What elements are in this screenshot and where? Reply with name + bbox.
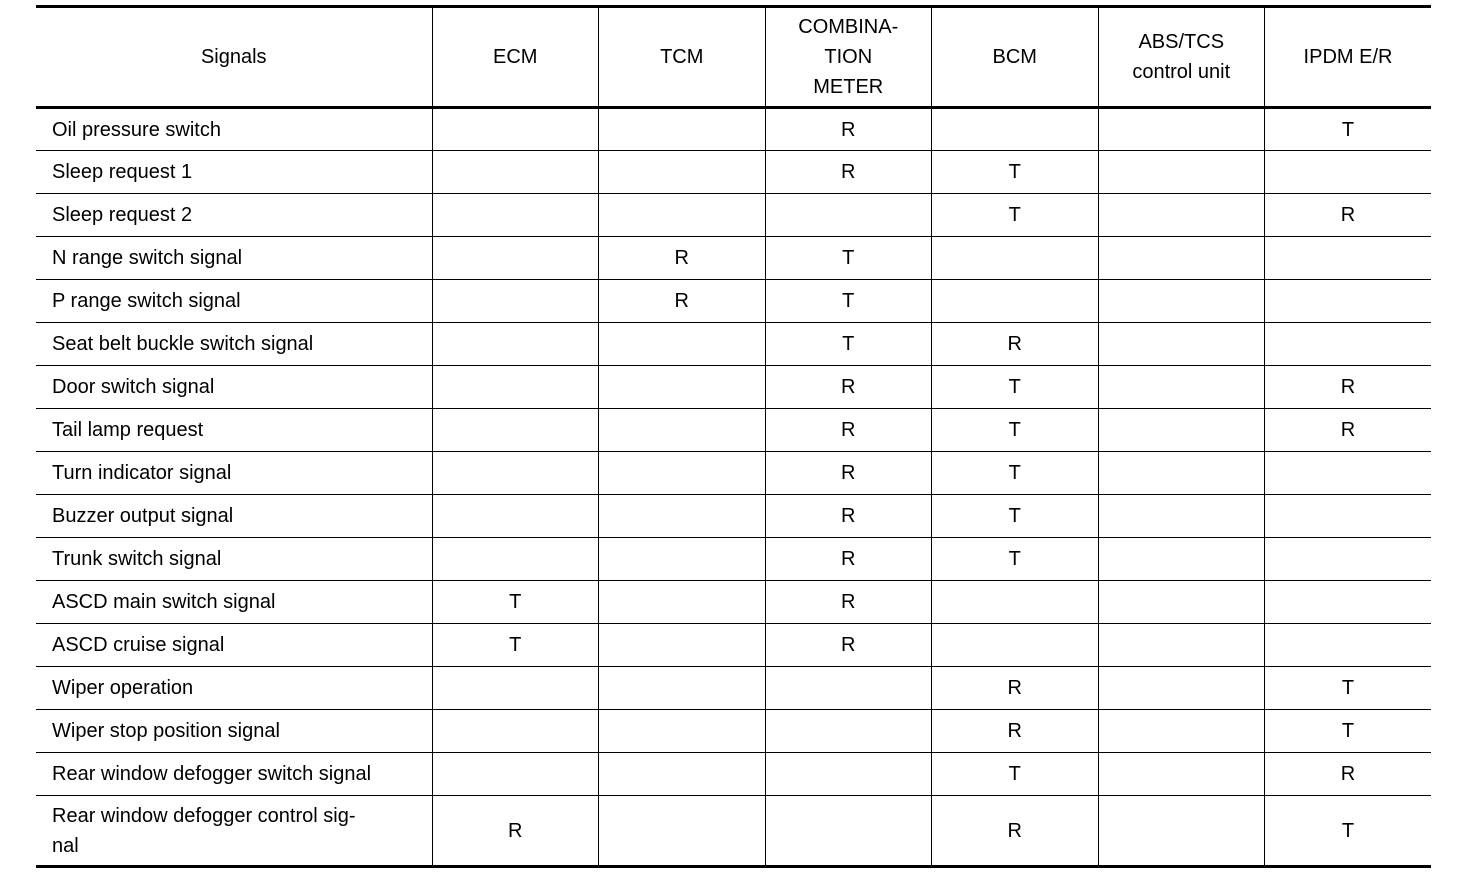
cell-tcm xyxy=(599,624,766,667)
cell-ipdm: R xyxy=(1265,409,1432,452)
table-row xyxy=(36,409,1431,452)
header-label: BCM xyxy=(992,46,1037,68)
cell-tcm xyxy=(599,538,766,581)
cell-ipdm xyxy=(1265,495,1432,538)
cell-combination-meter: T xyxy=(765,237,932,280)
cell-combination-meter: T xyxy=(765,280,932,323)
cell-ecm xyxy=(432,108,599,151)
cell-ipdm xyxy=(1265,151,1432,194)
cell-ecm xyxy=(432,151,599,194)
cell-ipdm xyxy=(1265,538,1432,581)
cell-combination-meter: R xyxy=(765,108,932,151)
cell-combination-meter xyxy=(765,753,932,796)
cell-signal: Wiper stop position signal xyxy=(36,710,432,753)
cell-combination-meter xyxy=(765,667,932,710)
table-row xyxy=(36,710,1431,753)
cell-ecm xyxy=(432,323,599,366)
cell-signal: Tail lamp request xyxy=(36,409,432,452)
cell-signal: Wiper operation xyxy=(36,667,432,710)
header-label: IPDM E/R xyxy=(1303,46,1393,68)
cell-signal: Buzzer output signal xyxy=(36,495,432,538)
cell-ipdm: R xyxy=(1265,194,1432,237)
cell-tcm xyxy=(599,452,766,495)
cell-ecm xyxy=(432,366,599,409)
cell-combination-meter: R xyxy=(765,538,932,581)
cell-abs-tcs xyxy=(1098,194,1265,237)
cell-signal: ASCD cruise signal xyxy=(36,624,432,667)
cell-combination-meter: T xyxy=(765,323,932,366)
cell-signal: ASCD main switch signal xyxy=(36,581,432,624)
cell-bcm xyxy=(932,280,1099,323)
cell-tcm xyxy=(599,323,766,366)
cell-ecm xyxy=(432,753,599,796)
cell-ipdm xyxy=(1265,452,1432,495)
header-label: ABS/TCS control unit xyxy=(1132,31,1231,83)
cell-ecm xyxy=(432,280,599,323)
header-label: ECM xyxy=(493,46,538,68)
cell-abs-tcs xyxy=(1098,495,1265,538)
cell-tcm xyxy=(599,796,766,867)
cell-tcm: R xyxy=(599,280,766,323)
header-label: COMBINA- TION METER xyxy=(798,16,899,98)
cell-ecm xyxy=(432,409,599,452)
header-combination-meter xyxy=(765,7,932,108)
cell-bcm xyxy=(932,237,1099,280)
cell-abs-tcs xyxy=(1098,753,1265,796)
cell-signal: Oil pressure switch xyxy=(36,108,432,151)
cell-ipdm xyxy=(1265,323,1432,366)
header-label: TCM xyxy=(660,46,704,68)
cell-tcm xyxy=(599,409,766,452)
cell-ipdm: T xyxy=(1265,710,1432,753)
cell-abs-tcs xyxy=(1098,409,1265,452)
cell-abs-tcs xyxy=(1098,237,1265,280)
cell-ipdm: T xyxy=(1265,108,1432,151)
cell-ecm xyxy=(432,495,599,538)
cell-tcm xyxy=(599,667,766,710)
signals-table xyxy=(36,5,1431,868)
table-row xyxy=(36,667,1431,710)
cell-abs-tcs xyxy=(1098,323,1265,366)
cell-abs-tcs xyxy=(1098,538,1265,581)
cell-signal: Rear window defogger control sig- nal xyxy=(36,796,432,867)
cell-bcm: T xyxy=(932,452,1099,495)
cell-ipdm: T xyxy=(1265,796,1432,867)
cell-bcm: T xyxy=(932,495,1099,538)
cell-combination-meter: R xyxy=(765,366,932,409)
cell-abs-tcs xyxy=(1098,710,1265,753)
cell-bcm xyxy=(932,624,1099,667)
header-row xyxy=(36,7,1431,108)
cell-ipdm xyxy=(1265,624,1432,667)
cell-ecm xyxy=(432,710,599,753)
cell-ipdm xyxy=(1265,280,1432,323)
cell-tcm xyxy=(599,710,766,753)
table-row xyxy=(36,280,1431,323)
table-row xyxy=(36,237,1431,280)
header-bcm xyxy=(932,7,1099,108)
table-row xyxy=(36,495,1431,538)
cell-abs-tcs xyxy=(1098,667,1265,710)
cell-tcm xyxy=(599,366,766,409)
cell-signal: P range switch signal xyxy=(36,280,432,323)
cell-combination-meter xyxy=(765,194,932,237)
cell-ecm xyxy=(432,194,599,237)
cell-abs-tcs xyxy=(1098,280,1265,323)
cell-combination-meter xyxy=(765,710,932,753)
cell-ipdm xyxy=(1265,237,1432,280)
cell-combination-meter xyxy=(765,796,932,867)
table-row xyxy=(36,108,1431,151)
cell-ecm: T xyxy=(432,624,599,667)
header-tcm xyxy=(599,7,766,108)
cell-signal: Seat belt buckle switch signal xyxy=(36,323,432,366)
cell-abs-tcs xyxy=(1098,581,1265,624)
header-signals xyxy=(36,7,432,108)
cell-ecm xyxy=(432,667,599,710)
cell-signal: Turn indicator signal xyxy=(36,452,432,495)
cell-ecm xyxy=(432,538,599,581)
cell-abs-tcs xyxy=(1098,624,1265,667)
table-row xyxy=(36,796,1431,867)
cell-bcm: T xyxy=(932,151,1099,194)
cell-combination-meter: R xyxy=(765,624,932,667)
table-row xyxy=(36,194,1431,237)
cell-bcm: R xyxy=(932,667,1099,710)
cell-bcm: T xyxy=(932,409,1099,452)
table-row xyxy=(36,581,1431,624)
cell-combination-meter: R xyxy=(765,151,932,194)
cell-abs-tcs xyxy=(1098,452,1265,495)
cell-bcm: T xyxy=(932,753,1099,796)
cell-abs-tcs xyxy=(1098,151,1265,194)
cell-bcm: R xyxy=(932,710,1099,753)
cell-tcm xyxy=(599,194,766,237)
cell-tcm xyxy=(599,753,766,796)
cell-abs-tcs xyxy=(1098,366,1265,409)
table-row xyxy=(36,538,1431,581)
cell-signal: Rear window defogger switch signal xyxy=(36,753,432,796)
cell-ecm: R xyxy=(432,796,599,867)
cell-bcm: T xyxy=(932,194,1099,237)
cell-bcm xyxy=(932,581,1099,624)
cell-abs-tcs xyxy=(1098,796,1265,867)
cell-ipdm: R xyxy=(1265,366,1432,409)
cell-bcm: T xyxy=(932,366,1099,409)
cell-bcm: T xyxy=(932,538,1099,581)
header-label: Signals xyxy=(200,46,267,68)
cell-tcm xyxy=(599,151,766,194)
cell-signal: Door switch signal xyxy=(36,366,432,409)
table-row xyxy=(36,624,1431,667)
table-row xyxy=(36,323,1431,366)
cell-combination-meter: R xyxy=(765,495,932,538)
table-row xyxy=(36,753,1431,796)
table-body xyxy=(36,108,1431,867)
cell-tcm xyxy=(599,581,766,624)
cell-ecm xyxy=(432,237,599,280)
cell-bcm: R xyxy=(932,323,1099,366)
cell-ipdm: R xyxy=(1265,753,1432,796)
table-row xyxy=(36,151,1431,194)
cell-combination-meter: R xyxy=(765,581,932,624)
cell-tcm: R xyxy=(599,237,766,280)
cell-signal: N range switch signal xyxy=(36,237,432,280)
cell-bcm: R xyxy=(932,796,1099,867)
header-ecm xyxy=(432,7,599,108)
cell-tcm xyxy=(599,495,766,538)
cell-signal: Sleep request 1 xyxy=(36,151,432,194)
cell-ecm: T xyxy=(432,581,599,624)
table-header xyxy=(36,7,1431,108)
cell-combination-meter: R xyxy=(765,452,932,495)
cell-ipdm xyxy=(1265,581,1432,624)
cell-ipdm: T xyxy=(1265,667,1432,710)
cell-signal: Sleep request 2 xyxy=(36,194,432,237)
cell-signal: Trunk switch signal xyxy=(36,538,432,581)
table-row xyxy=(36,366,1431,409)
cell-bcm xyxy=(932,108,1099,151)
table-row xyxy=(36,452,1431,495)
cell-ecm xyxy=(432,452,599,495)
header-abs-tcs xyxy=(1098,7,1265,108)
cell-tcm xyxy=(599,108,766,151)
header-ipdm xyxy=(1265,7,1432,108)
cell-abs-tcs xyxy=(1098,108,1265,151)
cell-combination-meter: R xyxy=(765,409,932,452)
